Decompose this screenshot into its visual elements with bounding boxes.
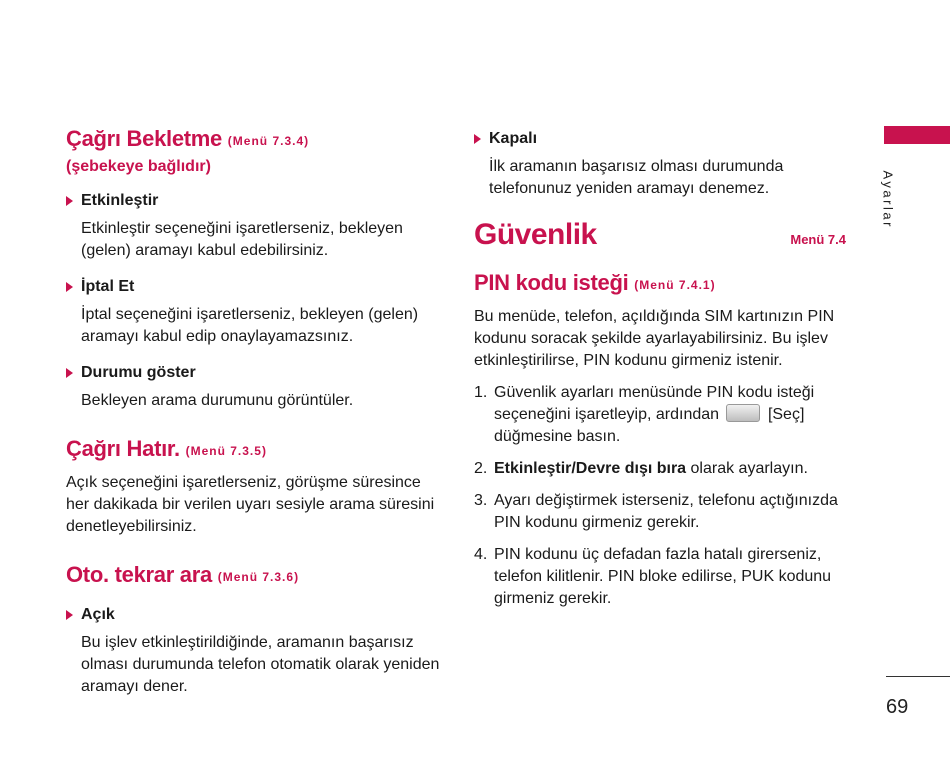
option-label: Kapalı (489, 130, 538, 147)
footer-divider (886, 676, 950, 677)
list-item (474, 382, 846, 448)
bullet-triangle-icon (66, 196, 73, 206)
chapter-tab-label: Ayarlar (880, 170, 896, 229)
section-title-cagri-hatir (66, 436, 446, 464)
menu-ref: (Menü 7.3.5) (185, 444, 267, 458)
chapter-title: Güvenlik (474, 218, 597, 251)
step-number: 4. (474, 546, 488, 563)
bullet-triangle-icon (66, 282, 73, 292)
list-item (474, 458, 846, 480)
option-description: Etkinleştir seçeneğini işaretlerseniz, bekleyen (gelen) aramayı kabul edebilirsiniz. (81, 220, 403, 259)
pin-steps-list (474, 382, 846, 610)
step-text: Ayarı değiştirmek isterseniz, telefonu açtığınızda PIN kodunu girmeniz gerekir. (494, 492, 838, 531)
network-note: (şebekeye bağlıdır) (66, 158, 211, 175)
bullet-triangle-icon (66, 368, 73, 378)
chapter-heading-row (474, 218, 846, 252)
bullet-triangle-icon (474, 134, 481, 144)
bullet-triangle-icon (66, 610, 73, 620)
page-number: 69 (886, 696, 909, 718)
option-label: İptal Et (81, 278, 135, 295)
option-label: Etkinleştir (81, 192, 159, 209)
option-description: Bu işlev etkinleştirildiğinde, aramanın başarısız olması durumunda telefon otomatik olarak yeniden aramayı dener. (81, 634, 440, 695)
step-emphasis: Etkinleştir/Devre dışı bıra (494, 460, 687, 477)
section-title-pin (474, 270, 846, 298)
left-softkey-icon (726, 404, 760, 422)
section-description: Açık seçeneğini işaretlerseniz, görüşme süresince her dakikada bir verilen uyarı sesiyle arama süresini denetleyebilirsiniz. (66, 474, 435, 535)
menu-ref: (Menü 7.4.1) (634, 278, 716, 292)
pin-intro: Bu menüde, telefon, açıldığında SIM kartınızın PIN kodunu soracak şekilde ayarlayabilirsiniz. Bu işlev etkinleştirilirse, PIN kodunu girmeniz istenir. (474, 308, 835, 369)
menu-ref: (Menü 7.3.4) (227, 134, 310, 148)
step-text-part: olarak ayarlayın. (686, 460, 808, 477)
step-number: 3. (474, 492, 488, 509)
step-number: 2. (474, 460, 488, 477)
option-description: İlk aramanın başarısız olması durumunda telefonunuz yeniden aramayı denemez. (489, 158, 784, 197)
chapter-menu-ref: Menü 7.4 (790, 232, 846, 247)
option-kapali (474, 130, 846, 148)
step-text: PIN kodunu üç defadan fazla hatalı girerseniz, telefon kilitlenir. PIN bloke edilirse, PUK kodunu girmeniz gerekir. (494, 546, 832, 607)
left-column (66, 126, 446, 698)
section-title-text: PIN kodu isteği (474, 270, 629, 295)
option-etkinlestir (66, 192, 446, 210)
right-column (474, 126, 846, 620)
option-description: İptal seçeneğini işaretlerseniz, bekleyen (gelen) aramayı kabul edip onaylayamazsınız. (81, 306, 419, 345)
section-title-oto-tekrar (66, 562, 446, 590)
list-item (474, 544, 846, 610)
option-iptal-et (66, 278, 446, 296)
option-label: Durumu göster (81, 364, 196, 381)
section-title-text: Çağrı Hatır. (66, 436, 180, 461)
option-label: Açık (81, 606, 115, 623)
step-text-part: Güvenlik ayarları menüsünde PIN kodu isteği seçeneğini işaretleyip, ardından (494, 384, 815, 423)
chapter-tab-bar (884, 126, 950, 144)
step-number: 1. (474, 384, 488, 401)
step-text (494, 382, 846, 448)
option-durumu-goster (66, 364, 446, 382)
step-text (494, 458, 808, 480)
section-title-text: Oto. tekrar ara (66, 562, 212, 587)
menu-ref: (Menü 7.3.6) (217, 570, 300, 584)
step-text-part: [Seç] düğmesine basın. (494, 406, 805, 445)
section-title-text: Çağrı Bekletme (66, 126, 222, 151)
option-acik (66, 606, 446, 624)
list-item (474, 490, 846, 534)
option-description: Bekleyen arama durumunu görüntüler. (81, 392, 354, 409)
section-title-cagri-bekletme (66, 126, 446, 154)
